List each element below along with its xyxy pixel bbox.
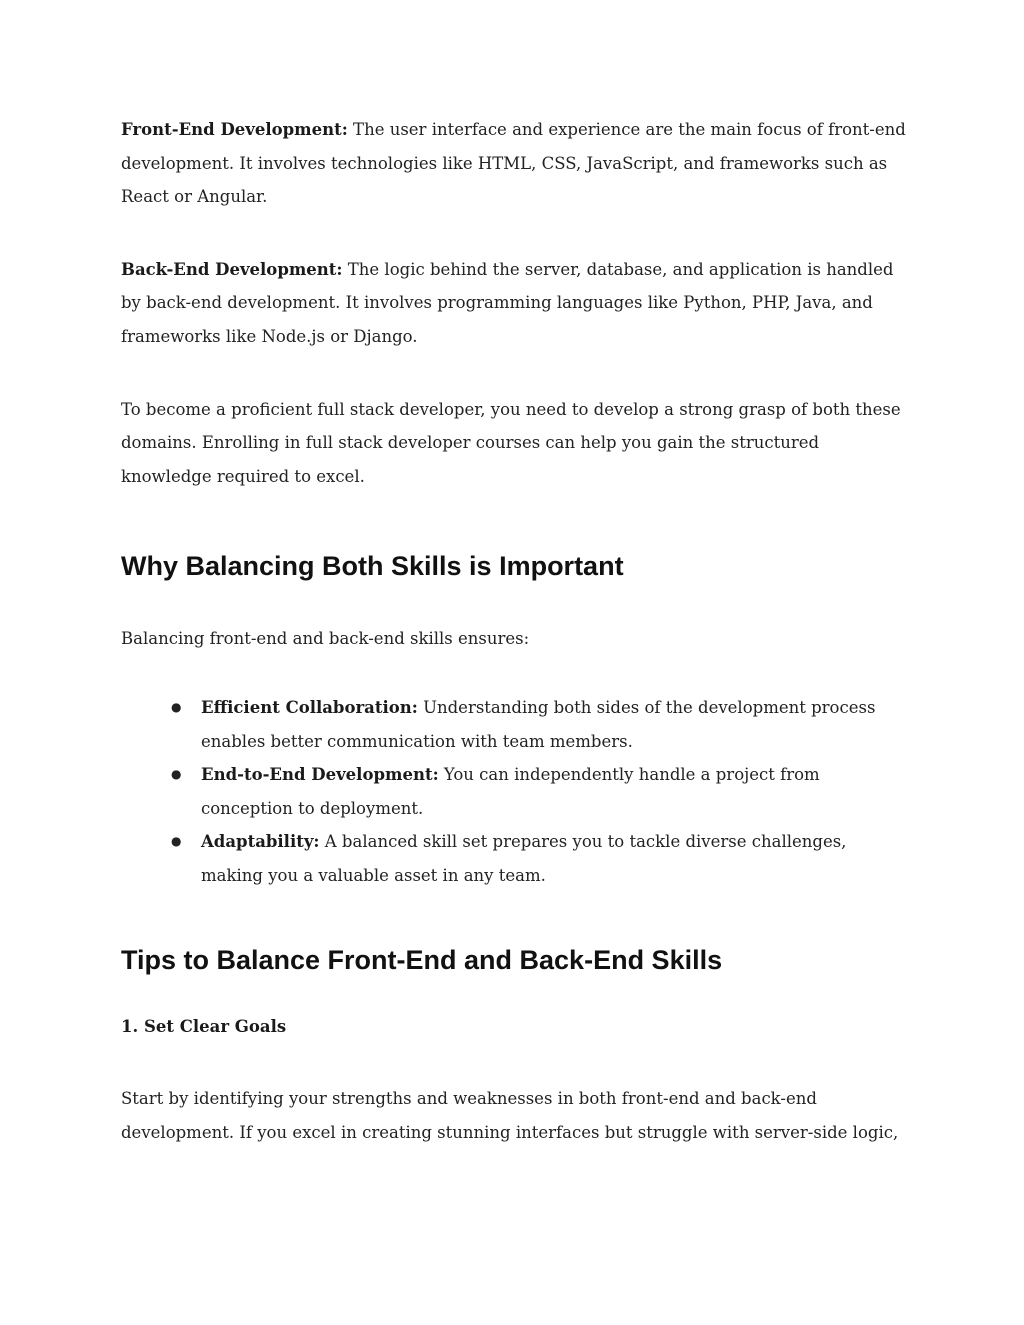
step-1-title: 1. Set Clear Goals	[121, 1016, 287, 1036]
bullet-label: Adaptability:	[201, 832, 320, 852]
list-item	[121, 691, 911, 758]
proficient-paragraph: To become a proficient full stack developer, you need to develop a strong grasp of both these domains. Enrolling in full stack developer courses can help you gain the structured knowledge required to excel.	[121, 399, 901, 486]
bullet-label: Efficient Collaboration:	[201, 697, 418, 717]
bullet-text: A balanced skill set prepares you to tackle diverse challenges, making you a valuable asset in any team.	[201, 832, 847, 885]
list-item	[121, 825, 911, 892]
bullet-icon: ●	[171, 767, 182, 782]
front-end-paragraph	[121, 113, 911, 214]
bullet-icon: ●	[171, 834, 182, 849]
tips-heading: Tips to Balance Front-End and Back-End Skills	[121, 944, 723, 975]
list-item	[121, 758, 911, 825]
bullet-label: End-to-End Development:	[201, 765, 439, 785]
bullet-icon: ●	[171, 699, 182, 714]
why-balancing-heading: Why Balancing Both Skills is Important	[121, 551, 624, 582]
bullet-text: Understanding both sides of the development process enables better communication with team members.	[201, 697, 876, 751]
step-1-text: Start by identifying your strengths and weaknesses in both front-end and back-end development. If you excel in creating stunning interfaces but struggle with server-side logic,	[121, 1089, 899, 1142]
bullet-text: You can independently handle a project from conception to deployment.	[201, 765, 820, 818]
benefits-list	[121, 691, 911, 893]
front-end-label: Front-End Development:	[121, 120, 348, 139]
document-body	[121, 113, 911, 1149]
front-end-text: The user interface and experience are the main focus of front-end development. It involves technologies like HTML, CSS, JavaScript, and frameworks such as React or Angular.	[121, 120, 906, 207]
back-end-paragraph	[121, 253, 911, 354]
back-end-label: Back-End Development:	[121, 259, 343, 279]
back-end-text: The logic behind the server, database, and application is handled by back-end development. It involves programming languages like Python, PHP, Java, and frameworks like Node.js or Django.	[121, 259, 894, 346]
balancing-intro: Balancing front-end and back-end skills ensures:	[121, 629, 530, 649]
